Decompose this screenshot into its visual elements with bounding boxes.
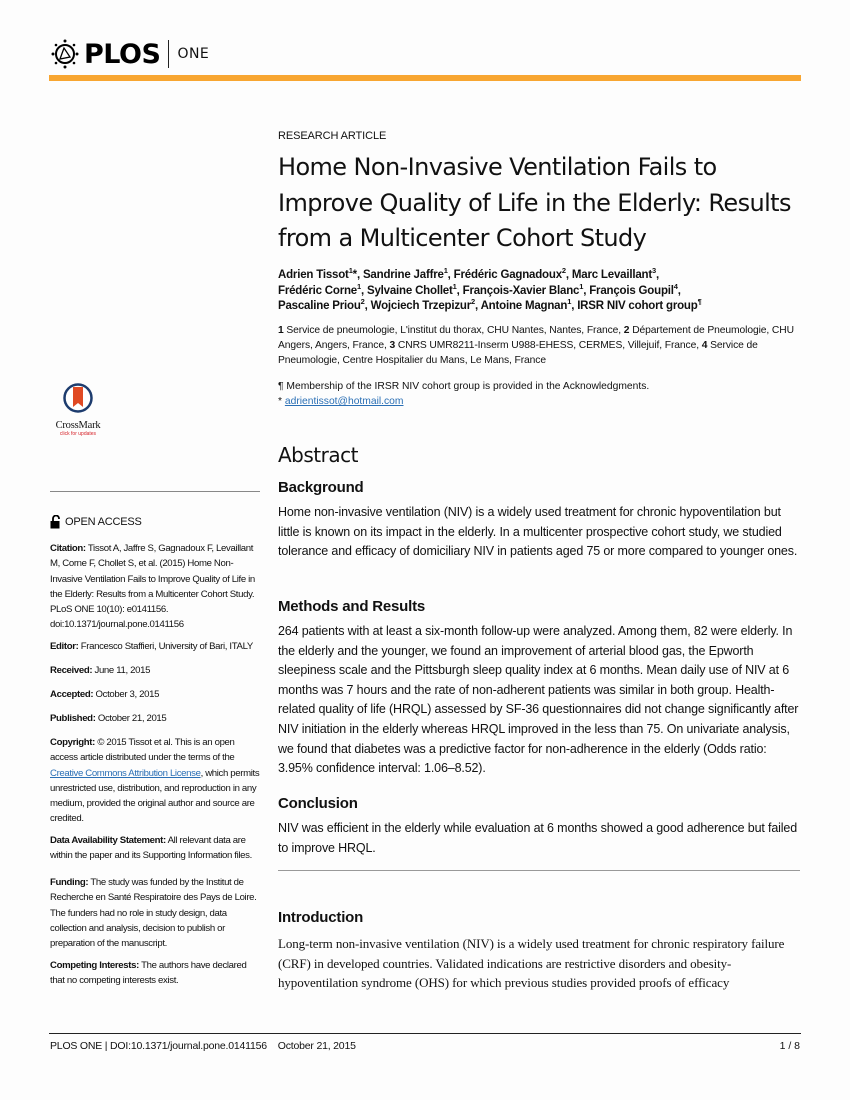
competing-interests-block (50, 958, 260, 989)
article-type: RESEARCH ARTICLE (278, 130, 387, 142)
email-marker: * (278, 396, 285, 407)
author-affiliation-sup: 4 (673, 281, 678, 291)
conclusion-heading: Conclusion (278, 795, 358, 812)
author-affiliation-sup: 2 (471, 297, 475, 306)
email-link[interactable]: adrientissot@hotmail.com (284, 396, 404, 407)
received-date: June 11, 2015 (92, 665, 151, 676)
crossmark-icon (63, 383, 93, 413)
affiliation-text: Service de pneumologie, L'institut du thorax, CHU Nantes, Nantes, France, (286, 325, 624, 336)
background-text: Home non-invasive ventilation (NIV) is a widely used treatment for chronic hypoventilation but little is known on its impact in the elderly. In a multicenter prospective cohort study, we studied tolerance and efficacy of domiciliary NIV in patients aged 75 or more compared to younger ones. (278, 505, 798, 559)
accepted-label: Accepted: (50, 689, 94, 700)
crossmark-label: CrossMark (55, 420, 101, 431)
license-link[interactable]: Creative Commons Attribution License (50, 767, 201, 779)
header-accent-bar (49, 75, 801, 81)
affiliation-text: Département de Pneumologie, CHU Angers, Angers, France, (278, 325, 794, 351)
methods-results-text: 264 patients with at least a six-month follow-up were analyzed. Among them, 82 were elderly. In the elderly and the younger, we found an improvement of arterial blood gas, the Epworth sleepiness scale and the Pittsburgh sleep quality index at 6 months. Mean daily use of NIV at 6 months was 7 hours and the rate of non-adherent patients was similar in both group. Health-related quality of life (HRQL) assessed by SF-36 questionnaires did not change significantly after NIV initiation in the elderly whereas HRQL improved in the less than 75. On univariate analysis, we found that diabetes was a predictive factor for non-adherence in the elderly (Odds ratio: 3.95% confidence interval: 1.06–8.52). (278, 624, 799, 776)
footer-doi: PLOS ONE | DOI:10.1371/journal.pone.0141156 October 21, 2015 (50, 1040, 356, 1052)
open-access-badge (50, 515, 142, 529)
affiliation-number: 4 (701, 340, 711, 351)
accepted-date: October 3, 2015 (93, 689, 160, 700)
page-number: 1 / 8 (779, 1040, 800, 1052)
editor-label: Editor: (50, 641, 79, 652)
funding-text: The study was funded by the Institut de Recherche en Santé Respiratoire des Pays de Loire. The funders had no role in study design, data collection and analysis, decision to publish or preparation of the manuscript. (50, 877, 257, 950)
abstract-heading: Abstract (278, 443, 358, 467)
logo-plos-text: PLOS (84, 38, 161, 70)
published-date: October 21, 2015 (95, 713, 167, 724)
crossmark-sublabel: click for updates (59, 431, 97, 437)
author-affiliation-sup: 1 (579, 281, 584, 291)
crossmark-badge[interactable] (50, 383, 106, 437)
author-affiliation-sup: 1 (443, 266, 448, 275)
author-name: Sandrine Jaffre (362, 269, 444, 281)
introduction-heading: Introduction (278, 909, 364, 926)
open-lock-icon (50, 515, 62, 529)
copyright-text-2: , which permits unrestricted use, distribution, and reproduction in any medium, provided the original author and source are credited. (50, 767, 260, 825)
corresponding-marker: * (352, 269, 357, 281)
logo-journal-text: ONE (177, 46, 210, 62)
copyright-block (50, 735, 260, 827)
methods-results-heading: Methods and Results (278, 598, 426, 615)
author-name: Frédéric Gagnadoux (453, 269, 562, 281)
affiliation-text: CNRS UMR8211-Inserm U988-EHESS, CERMES, Villejuif, France, (397, 340, 702, 351)
sidebar-divider (50, 491, 260, 492)
copyright-label: Copyright: (50, 737, 95, 748)
affiliation-number: 1 (278, 325, 287, 336)
article-title: Home Non-Invasive Ventilation Fails to Improve Quality of Life in the Elderly: Results from a Multicenter Cohort Study (278, 153, 791, 252)
logo-separator (168, 40, 169, 68)
funding-label: Funding: (50, 877, 89, 888)
copyright-text: © 2015 Tissot et al. This is an open access article distributed under the terms of the (50, 737, 235, 764)
citation-block (50, 541, 260, 633)
background-heading: Background (278, 479, 364, 496)
competing-interests-label: Competing Interests: (50, 960, 139, 971)
data-availability-block (50, 833, 260, 864)
plos-one-logo (50, 37, 209, 71)
accepted-block (50, 687, 260, 702)
membership-note: ¶ Membership of the IRSR NIV cohort group is provided in the Acknowledgments. (278, 381, 650, 392)
affiliations (278, 323, 800, 368)
author-name: Adrien Tissot (278, 269, 349, 281)
funding-block (50, 875, 260, 951)
author-name: IRSR NIV cohort group (577, 300, 698, 312)
open-access-label: OPEN ACCESS (65, 516, 142, 528)
corresponding-email (278, 394, 800, 409)
data-availability-text: All relevant data are within the paper and its Supporting Information files. (50, 835, 252, 862)
introduction-text: Long-term non-invasive ventilation (NIV) is a widely used treatment for chronic respiratory failure (CRF) in developed countries. Validated indications are restrictive disorders and obesity-hypoventilation syndrome (OHS) for which previous studies provided proofs of efficacy (278, 936, 785, 990)
author-affiliation-sup: 2 (561, 266, 566, 275)
footer-divider (49, 1033, 801, 1034)
author-affiliation-sup: 2 (360, 297, 365, 306)
received-block (50, 663, 260, 678)
published-block (50, 711, 260, 726)
author-name: Antoine Magnan (480, 300, 568, 312)
affiliation-number: 2 (623, 325, 633, 336)
author-name: Frédéric Corne (278, 284, 358, 297)
author-affiliation-sup: 1 (567, 297, 572, 306)
author-name: Sylvaine Chollet (367, 284, 453, 297)
author-affiliation-sup: 1 (452, 281, 457, 291)
author-affiliation-sup: 1 (348, 266, 353, 275)
affiliation-number: 3 (389, 340, 398, 351)
published-label: Published: (50, 713, 96, 724)
data-availability-label: Data Availability Statement: (50, 835, 166, 846)
author-affiliation-sup: 1 (357, 281, 361, 291)
competing-interests-text: The authors have declared that no competing interests exist. (50, 960, 247, 987)
plos-globe-icon (50, 39, 80, 69)
author-name: Wojciech Trzepizur (370, 300, 471, 312)
citation-label: Citation: (50, 543, 86, 554)
editor-text: Francesco Staffieri, University of Bari, ITALY (78, 641, 253, 652)
editor-block (50, 639, 260, 654)
author-affiliation-sup: ¶ (697, 297, 702, 306)
author-list: Adrien Tissot$^1$*, Sandrine Jaffre$^1$, Frédéric Gagnadoux$^2$, Marc Levaillant$^3$, Frédéric Corne$^1$, Sylvaine Chollet$^1$, François-Xavier Blanc$^1$, François Goupil$^4$, Pascaline Priou$^2$, Wojciech Trzepizur$^2$, Antoine Magnan$^1$, IRSR NIV cohort group¶ (278, 266, 702, 312)
author-name: François Goupil (589, 284, 674, 297)
author-name: Marc Levaillant (571, 269, 652, 281)
abstract-divider (278, 870, 800, 871)
affiliation-text: Service de Pneumologie, Centre Hospitalier du Mans, Le Mans, France (278, 340, 758, 366)
author-affiliation-sup: 3 (651, 266, 656, 275)
conclusion-text: NIV was efficient in the elderly while evaluation at 6 months showed a good adherence but failed to improve HRQL. (278, 821, 798, 855)
author-name: Pascaline Priou (278, 300, 361, 312)
received-label: Received: (50, 665, 93, 676)
author-name: François-Xavier Blanc (462, 284, 580, 297)
citation-text: Tissot A, Jaffre S, Gagnadoux F, Levaillant M, Corne F, Chollet S, et al. (2015) Home Non-Invasive Ventilation Fails to Improve Quality of Life in the Elderly: Results from a Multicenter Cohort Study. PLoS ONE 10(10): e0141156. doi:10.1371/journal.pone.0141156 (50, 543, 255, 631)
